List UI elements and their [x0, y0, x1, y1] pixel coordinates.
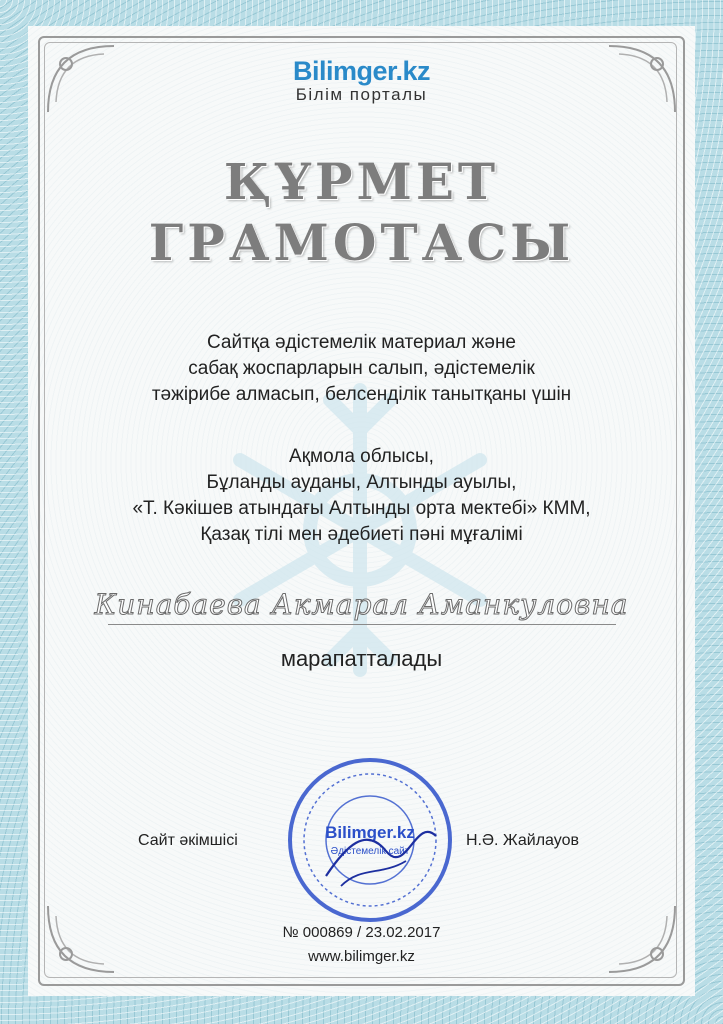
certificate-number: № 000869 / 23.02.2017 — [282, 924, 441, 941]
recipient-name-underline — [108, 624, 616, 625]
affiliation-line: «Т. Кәкішев атындағы Алтынды орта мектебі» КММ, — [132, 498, 591, 519]
signature-right-name: Н.Ә. Жайлауов — [466, 832, 579, 849]
affiliation-line: Бұланды ауданы, Алтынды ауылы, — [206, 472, 517, 493]
website-url: www.bilimger.kz — [308, 948, 415, 965]
site-logo — [0, 56, 723, 105]
certificate-title-line1: ҚҰРМЕТ — [223, 152, 500, 211]
official-stamp — [286, 756, 454, 924]
award-reason — [0, 330, 723, 408]
stamp-subtitle: Әдістемелік сайт — [330, 846, 410, 857]
logo-subtitle: Білім порталы — [295, 85, 428, 104]
signature-left-label: Сайт әкімшісі — [138, 832, 238, 849]
affiliation-line: Ақмола облысы, — [289, 446, 434, 467]
recipient-name: Кинабаева Акмарал Аманкуловна — [94, 588, 629, 621]
stamp-logo: Bilimger.kz — [325, 823, 415, 842]
affiliation-line: Қазақ тілі мен әдебиеті пәні мұғалімі — [200, 524, 523, 545]
certificate-title-line2: ГРАМОТАСЫ — [148, 213, 575, 272]
reason-line: сабақ жоспарларын салып, әдістемелік — [188, 358, 535, 379]
logo-name: Bilimger.kz — [292, 56, 431, 86]
reason-line: тәжірибе алмасып, белсенділік танытқаны үшін — [151, 384, 572, 405]
reason-line: Сайтқа әдістемелік материал және — [206, 332, 517, 353]
awarded-text: марапатталады — [280, 646, 443, 671]
recipient-affiliation — [0, 444, 723, 548]
